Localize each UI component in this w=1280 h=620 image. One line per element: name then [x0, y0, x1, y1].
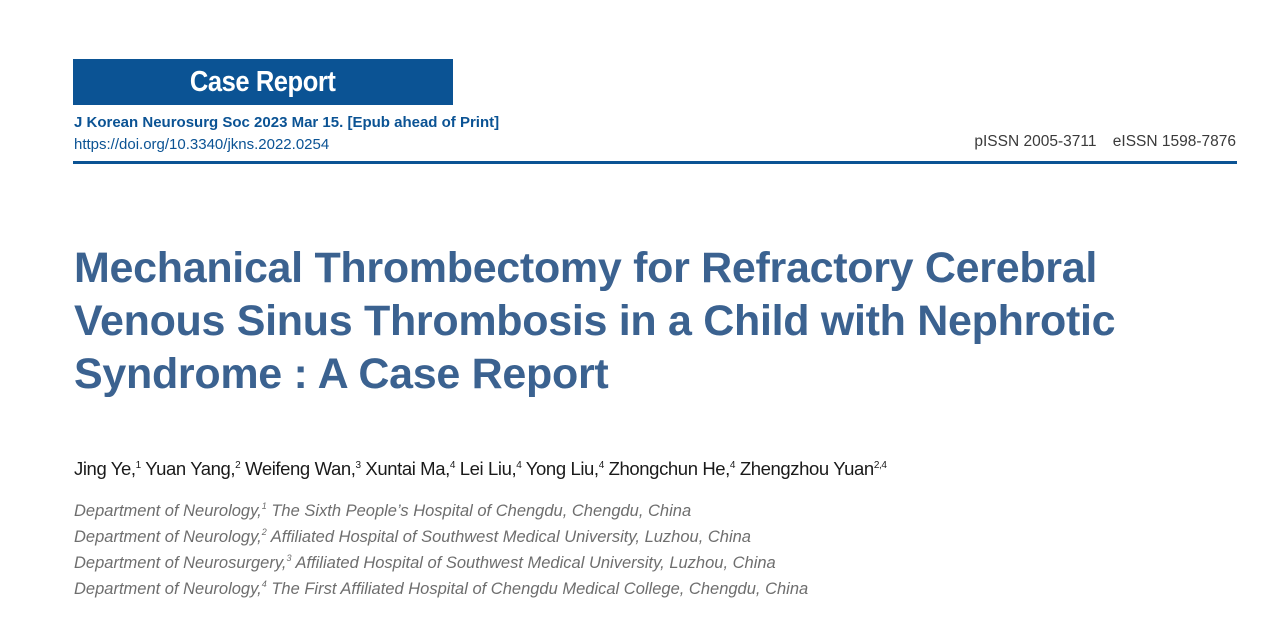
author-name: Yong Liu,	[525, 458, 599, 479]
author-affiliation-mark: 4	[516, 460, 522, 471]
title-line: Syndrome : A Case Report	[74, 350, 609, 398]
article-title	[74, 242, 1224, 401]
title-line: Mechanical Thrombectomy for Refractory Cerebral	[74, 244, 1097, 292]
author-affiliation-mark: 2	[235, 460, 241, 471]
affiliation-institution: Affiliated Hospital of Southwest Medical University, Luzhou, China	[270, 528, 751, 546]
author-name: Jing Ye,	[74, 458, 136, 479]
author-affiliation-mark: 3	[355, 460, 361, 471]
author-list	[74, 458, 887, 480]
affiliation-institution: The First Affiliated Hospital of Chengdu Medical College, Chengdu, China	[271, 580, 809, 598]
author-name: Lei Liu,	[459, 458, 517, 479]
doi-link[interactable]: https://doi.org/10.3340/jkns.2022.0254	[74, 136, 330, 153]
affiliation-department: Department of Neurology,	[74, 502, 262, 520]
author-affiliation-mark: 1	[135, 460, 141, 471]
header-divider	[73, 161, 1237, 164]
affiliation-item	[74, 550, 808, 576]
affiliation-item	[74, 498, 808, 524]
author-name: Weifeng Wan,	[245, 458, 356, 479]
affiliation-institution: The Sixth People’s Hospital of Chengdu, Chengdu, China	[271, 502, 692, 520]
author-affiliation-mark: 4	[729, 460, 736, 471]
case-report-label: Case Report	[190, 65, 336, 98]
author-affiliation-mark: 2,4	[873, 460, 887, 471]
affiliation-list	[74, 498, 808, 602]
author-name: Zhengzhou Yuan	[739, 458, 874, 479]
pissn: pISSN 2005-3711	[974, 133, 1097, 150]
author-name: Yuan Yang,	[145, 458, 236, 479]
affiliation-department: Department of Neurology,	[74, 528, 262, 546]
journal-citation: J Korean Neurosurg Soc 2023 Mar 15. [Epub ahead of Print]	[74, 114, 500, 131]
author-affiliation-mark: 4	[449, 460, 455, 471]
affiliation-mark: 3	[286, 553, 292, 563]
author-name: Xuntai Ma,	[365, 458, 450, 479]
title-line: Venous Sinus Thrombosis in a Child with Nephrotic	[74, 297, 1116, 345]
affiliation-department: Department of Neurosurgery,	[74, 554, 287, 572]
affiliation-institution: Affiliated Hospital of Southwest Medical University, Luzhou, China	[295, 554, 776, 572]
affiliation-department: Department of Neurology,	[74, 580, 262, 598]
affiliation-mark: 4	[261, 579, 267, 589]
author-name: Zhongchun He,	[608, 458, 730, 479]
case-report-banner	[73, 59, 453, 105]
affiliation-mark: 1	[261, 501, 267, 511]
eissn: eISSN 1598-7876	[1112, 133, 1236, 150]
affiliation-item	[74, 524, 808, 550]
affiliation-mark: 2	[261, 527, 267, 537]
issn-info	[974, 133, 1236, 151]
author-affiliation-mark: 4	[598, 460, 604, 471]
affiliation-item	[74, 576, 808, 602]
